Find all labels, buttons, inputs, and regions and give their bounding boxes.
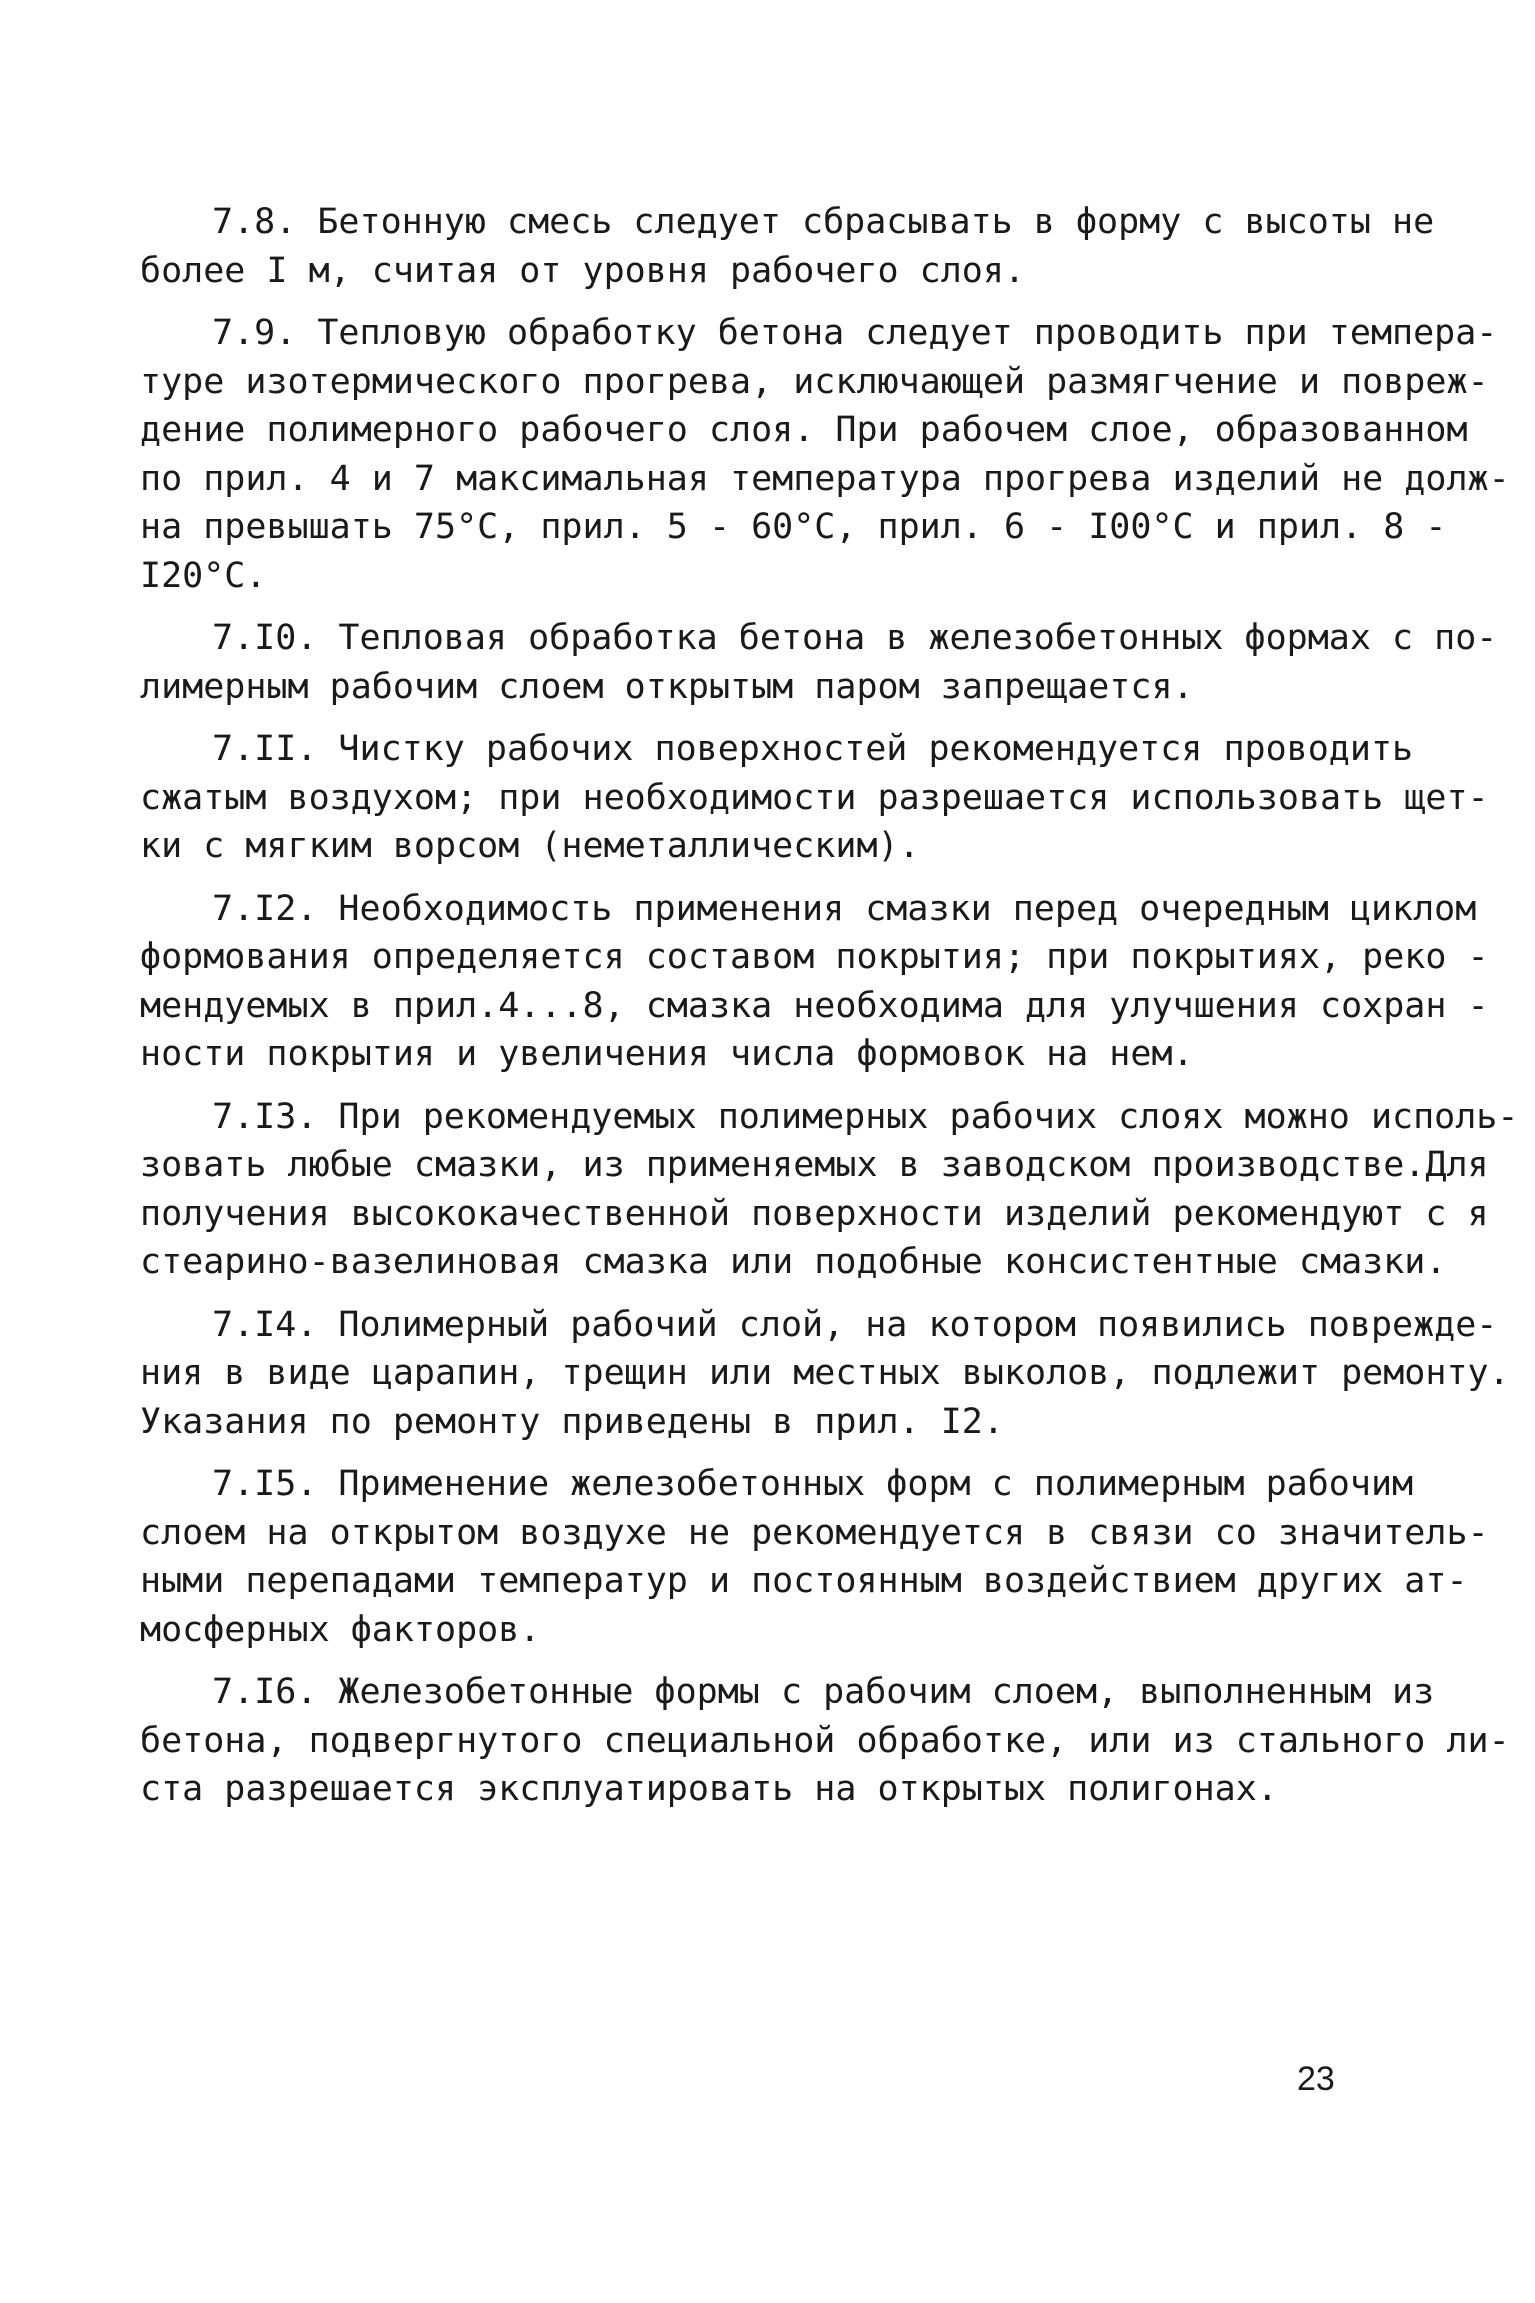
- text-line: ки с мягким ворсом (неметаллическим).: [140, 826, 920, 866]
- text-line: 7.I2. Необходимость применения смазки перед очередным циклом: [212, 888, 1477, 929]
- text-line: мендуемых в прил.4...8, смазка необходима для улучшения сохран -: [140, 985, 1489, 1026]
- text-line: получения высококачественной поверхности изделий рекомендуют с я: [140, 1193, 1489, 1234]
- text-line: 7.II. Чистку рабочих поверхностей рекомендуется проводить: [212, 729, 1414, 769]
- text-line: мосферных факторов.: [140, 1609, 541, 1650]
- paragraph-7-13: [140, 1093, 1519, 1287]
- text-line: 7.8. Бетонную смесь следует сбрасывать в форму с высоты не: [212, 202, 1435, 242]
- text-line: 7.I4. Полимерный рабочий слой, на котором появились поврежде-: [212, 1304, 1498, 1345]
- paragraph-7-11: [140, 725, 1489, 871]
- text-line: 7.I5. Применение железобетонных форм с полимерным рабочим: [212, 1464, 1414, 1504]
- text-line: на превышать 75°С, прил. 5 - 60°С, прил. 6 - I00°С и прил. 8 -: [140, 507, 1447, 547]
- text-line: ности покрытия и увеличения числа формовок на нем.: [140, 1034, 1194, 1074]
- text-line: ния в виде царапин, трещин или местных выколов, подлежит ремонту.: [140, 1353, 1510, 1393]
- text-line: бетона, подвергнутого специальной обработке, или из стального ли-: [140, 1720, 1510, 1761]
- text-line: I20°С.: [140, 555, 267, 596]
- text-line: более I м, считая от уровня рабочего слоя.: [140, 250, 1026, 291]
- text-line: слоем на открытом воздухе не рекомендуется в связи со значитель-: [140, 1512, 1489, 1553]
- paragraph-7-16: [140, 1668, 1510, 1814]
- text-line: 7.9. Тепловую обработку бетона следует проводить при темпера-: [212, 313, 1498, 353]
- text-line: по прил. 4 и 7 максимальная температура прогрева изделий не долж-: [140, 458, 1510, 499]
- text-line: дение полимерного рабочего слоя. При рабочем слое, образованном: [140, 410, 1468, 450]
- document-body: [140, 198, 1519, 1828]
- text-line: сжатым воздухом; при необходимости разрешается использовать щет-: [140, 777, 1489, 818]
- paragraph-7-12: [140, 885, 1489, 1079]
- paragraph-7-8: [140, 198, 1435, 295]
- text-line: формования определяется составом покрытия; при покрытиях, реко -: [140, 937, 1489, 977]
- paragraph-7-15: [140, 1460, 1489, 1654]
- paragraph-7-14: [140, 1301, 1510, 1447]
- text-line: 7.I0. Тепловая обработка бетона в железобетонных формах с по-: [212, 618, 1498, 658]
- text-line: туре изотермического прогрева, исключающей размягчение и повреж-: [140, 361, 1489, 402]
- paragraph-7-9: [140, 309, 1510, 600]
- page-number: 23: [1297, 2060, 1335, 2098]
- text-line: Указания по ремонту приведены в прил. I2.: [140, 1401, 1004, 1442]
- text-line: 7.I3. При рекомендуемых полимерных рабочих слоях можно исполь-: [212, 1096, 1519, 1137]
- text-line: лимерным рабочим слоем открытым паром запрещается.: [140, 666, 1194, 707]
- text-line: зовать любые смазки, из применяемых в заводском производстве.Для: [140, 1145, 1489, 1185]
- text-line: 7.I6. Железобетонные формы с рабочим слоем, выполненным из: [212, 1672, 1435, 1712]
- text-line: стеарино-вазелиновая смазка или подобные консистентные смазки.: [140, 1242, 1447, 1282]
- paragraph-7-10: [140, 614, 1498, 711]
- text-line: ными перепадами температур и постоянным воздействием других ат-: [140, 1561, 1468, 1601]
- text-line: ста разрешается эксплуатировать на открытых полигонах.: [140, 1769, 1278, 1809]
